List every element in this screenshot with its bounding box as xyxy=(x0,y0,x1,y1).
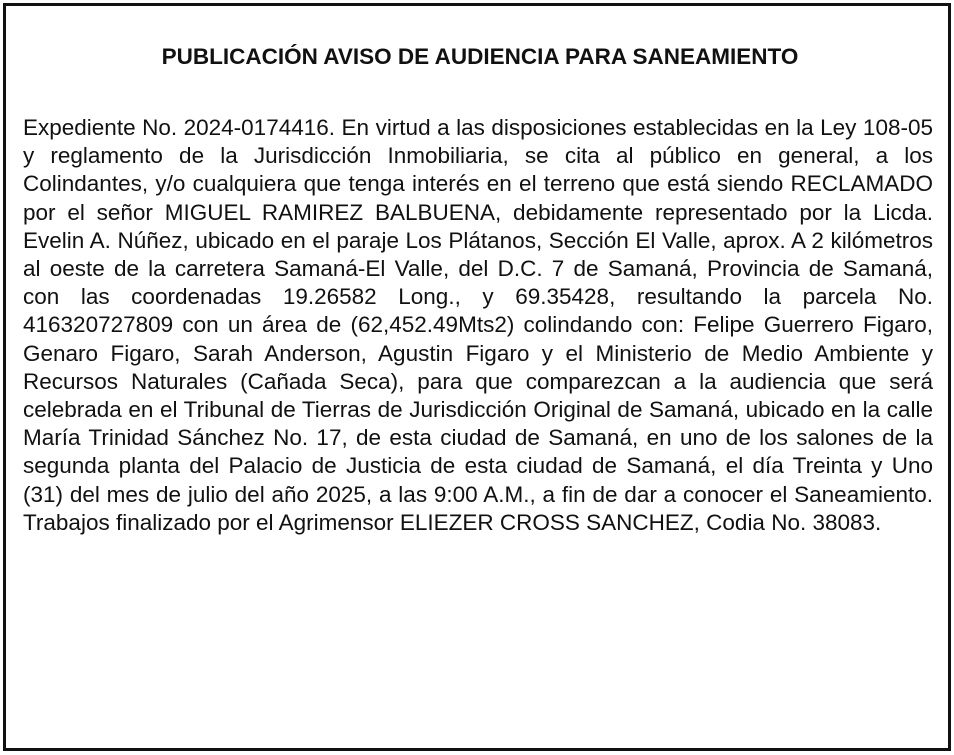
notice-title: PUBLICACIÓN AVISO DE AUDIENCIA PARA SANEAMIENTO xyxy=(161,44,799,69)
notice-body: Expediente No. 2024-0174416. En virtud a las disposiciones establecidas en la Ley 108-05 y reglamento de la Jurisdicción Inmobiliaria, se cita al público en general, a los Colindantes, y/o cualquiera que tenga interés en el terreno que está siendo RECLAMADO por el señor MIGUEL RAMIREZ BALBUENA, debidamente representado por la Licda. Evelin A. Núñez, ubicado en el paraje Los Plátanos, Sección El Valle, aprox. A 2 kilómetros al oeste de la carretera Samaná-El Valle, del D.C. 7 de Samaná, Provincia de Samaná, con las coordenadas 19.26582 Long., y 69.35428, resultando la parcela No. 416320727809 con un área de (62,452.49Mts2) colindando con: Felipe Guerrero Figaro, Genaro Figaro, Sarah Anderson, Agustin Figaro y el Ministerio de Medio Ambiente y Recursos Naturales (Cañada Seca), para que comparezcan a la audiencia que será celebrada en el Tribunal de Tierras de Jurisdicción Original de Samaná, ubicado en la calle María Trinidad Sánchez No. 17, de esta ciudad de Samaná, en uno de los salones de la segunda planta del Palacio de Justicia de esta ciudad de Samaná, el día Treinta y Uno (31) del mes de julio del año 2025, a las 9:00 A.M., a fin de dar a conocer el Saneamiento. Trabajos finalizado por el Agrimensor ELIEZER CROSS SANCHEZ, Codia No. 38083. xyxy=(23,115,933,535)
notice-frame xyxy=(3,3,951,751)
